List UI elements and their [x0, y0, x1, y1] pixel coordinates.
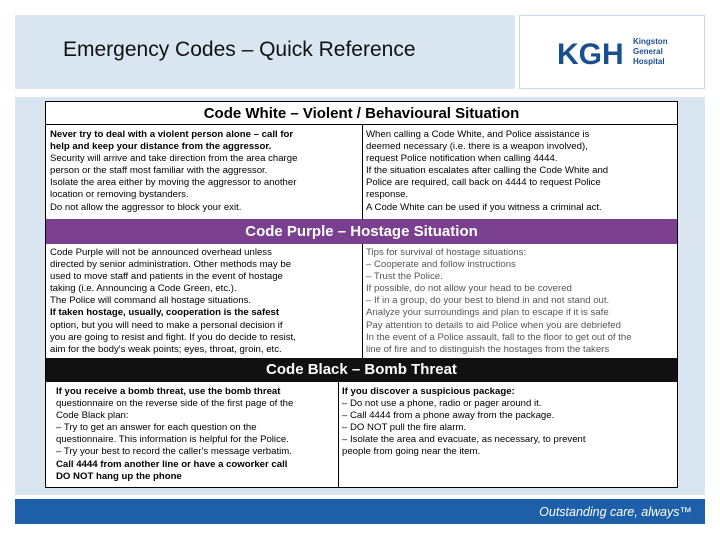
- code-black-column-divider: [338, 382, 339, 488]
- text-line: response.: [366, 189, 409, 201]
- text-line: directed by senior administration. Other methods may be: [50, 259, 292, 271]
- text-line: used to move staff and patients in the event of hostage: [50, 271, 283, 283]
- text-line: line of fire and to distinguish the hostages from the takers: [366, 343, 610, 355]
- slide-title: Emergency Codes – Quick Reference: [63, 38, 416, 61]
- text-line: If you receive a bomb threat, use the bomb threat: [56, 386, 281, 397]
- text-line: – Do not use a phone, radio or pager around it.: [342, 398, 542, 410]
- code-black-left-text: [56, 386, 293, 483]
- text-line: A Code White can be used if you witness a criminal act.: [366, 201, 602, 213]
- text-line: Code Black plan:: [56, 410, 129, 422]
- text-line: – If in a group, do your best to blend in and not stand out.: [366, 295, 610, 307]
- text-line: If the situation escalates after calling the Code White and: [366, 165, 609, 177]
- text-line: DO NOT hang up the phone: [56, 470, 182, 482]
- text-line: – Try to get an answer for each question on the: [56, 422, 257, 434]
- code-white-left-text: [50, 129, 297, 214]
- code-white-header: Code White – Violent / Behavioural Situation: [46, 104, 677, 124]
- code-white-right-text: [366, 129, 608, 214]
- code-purple-header: Code Purple – Hostage Situation: [46, 219, 677, 244]
- text-line: – Call 4444 from a phone away from the package.: [342, 410, 555, 422]
- text-line: request Police notification when calling 4444.: [366, 153, 558, 165]
- text-line: Call 4444 from another line or have a coworker call: [56, 458, 288, 470]
- logo-name-line: Kingston: [633, 37, 668, 46]
- emergency-codes-document: [45, 101, 678, 488]
- text-line: Tips for survival of hostage situations:: [366, 247, 527, 258]
- text-line: The Police will command all hostage situations.: [50, 295, 252, 307]
- text-line: In the event of a Police assault, fall to the floor to get out of the: [366, 331, 632, 343]
- text-line: Pay attention to details to aid Police when you are debriefed: [366, 319, 621, 331]
- text-line: Code Purple will not be announced overhead unless: [50, 247, 272, 258]
- code-white-column-divider: [362, 124, 363, 219]
- code-black-right-text: [342, 386, 586, 459]
- kgh-logo-mark: [557, 36, 627, 70]
- hospital-logo: [519, 15, 705, 89]
- code-purple-right-text: [366, 247, 632, 356]
- text-line: Never try to deal with a violent person alone – call for: [50, 129, 294, 140]
- text-line: option, but you will need to make a personal decision if: [50, 319, 283, 331]
- text-line: – Trust the Police.: [366, 271, 443, 283]
- text-line: questionnaire on the reverse side of the first page of the: [56, 398, 294, 410]
- text-line: If you discover a suspicious package:: [342, 386, 515, 397]
- text-line: you are going to resist and fight. If you do decide to resist,: [50, 331, 296, 343]
- text-line: taking (i.e. Announcing a Code Green, etc.).: [50, 283, 237, 295]
- text-line: Analyze your surroundings and plan to escape if it is safe: [366, 307, 609, 319]
- logo-name-line: Hospital: [633, 57, 665, 66]
- code-purple-left-text: [50, 247, 296, 356]
- logo-name-line: General: [633, 47, 663, 56]
- text-line: If taken hostage, usually, cooperation is the safest: [50, 307, 280, 319]
- text-line: – Isolate the area and evacuate, as necessary, to prevent: [342, 434, 586, 446]
- text-line: deemed necessary (i.e. there is a weapon involved),: [366, 141, 588, 153]
- text-line: Do not allow the aggressor to block your exit.: [50, 201, 242, 213]
- text-line: – DO NOT pull the fire alarm.: [342, 422, 467, 434]
- text-line: Security will arrive and take direction from the area charge: [50, 153, 298, 165]
- text-line: help and keep your distance from the aggressor.: [50, 141, 272, 153]
- text-line: – Try your best to record the caller's message verbatim.: [56, 446, 292, 458]
- text-line: people from going near the item.: [342, 446, 481, 458]
- logo-name: [633, 37, 668, 67]
- footer-tagline: Outstanding care, always™: [539, 505, 692, 519]
- text-line: questionnaire. This information is helpful for the Police.: [56, 434, 289, 446]
- logo-mark-text: KGH: [557, 38, 624, 70]
- text-line: person or the staff most familiar with the aggressor.: [50, 165, 268, 177]
- code-black-header: Code Black – Bomb Threat: [46, 358, 677, 382]
- text-line: aim for the body's weak points; eyes, throat, groin, etc.: [50, 343, 282, 355]
- text-line: Police are required, call back on 4444 to request Police: [366, 177, 601, 189]
- text-line: If possible, do not allow your head to be covered: [366, 283, 572, 295]
- text-line: When calling a Code White, and Police assistance is: [366, 129, 590, 140]
- text-line: Isolate the area either by moving the aggressor to another: [50, 177, 297, 189]
- text-line: – Cooperate and follow instructions: [366, 259, 516, 271]
- text-line: location or removing bystanders.: [50, 189, 189, 201]
- code-purple-column-divider: [362, 244, 363, 358]
